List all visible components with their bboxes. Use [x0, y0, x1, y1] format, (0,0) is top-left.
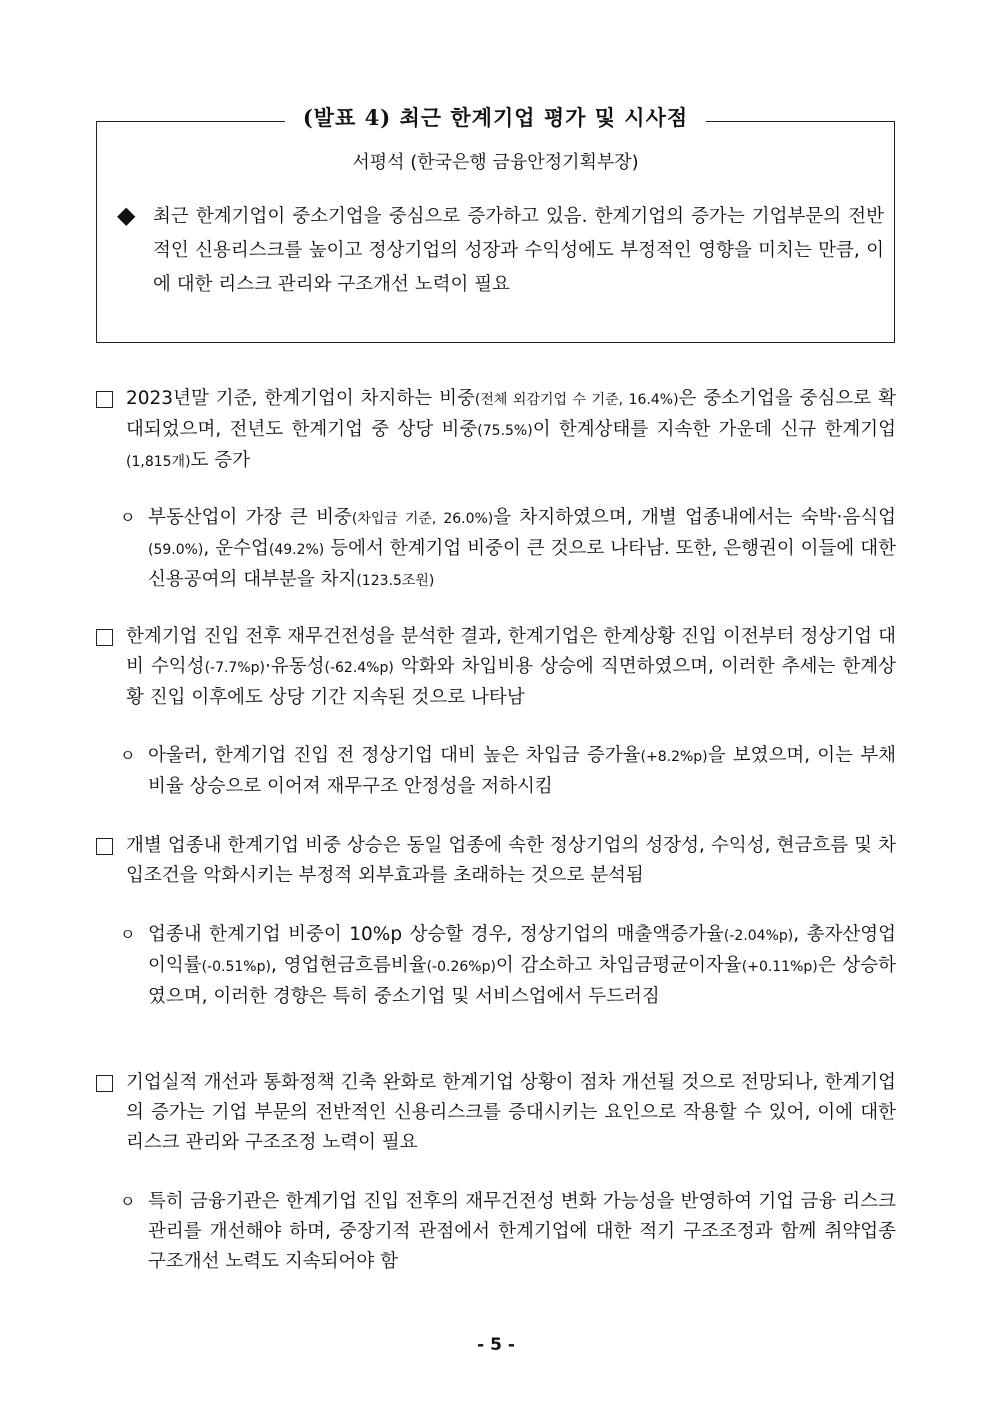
section-4-sub: ㅇ 특히 금융기관은 한계기업 진입 전후의 재무건전성 변화 가능성을 반영하여 기업 금융 리스크 관리를 개선해야 하며, 중장기적 관점에서 한계기업에 대한 적기 구조조정과 함께 취약업종 구조개선 노력도 지속되어야 함	[120, 1187, 896, 1277]
circle-bullet-icon: ㅇ	[120, 925, 136, 944]
summary-text-block	[117, 200, 884, 302]
square-bullet-icon	[96, 391, 113, 408]
square-bullet-icon	[96, 1075, 113, 1092]
title-text: (발표 4) 최근 한계기업 평가 및 시사점	[285, 105, 706, 130]
author-line: 서평석 (한국은행 금융안정기획부장)	[352, 152, 639, 173]
section-3-main: 개별 업종내 한계기업 비중 상승은 동일 업종에 속한 정상기업의 성장성, 수익성, 현금흐름 및 차입조건을 악화시키는 부정적 외부효과를 초래하는 것으로 분석됨	[96, 831, 896, 891]
section-3-sub: ㅇ 업종내 한계기업 비중이 10%p 상승할 경우, 정상기업의 매출액증가율(-2.04%p), 총자산영업이익률(-0.51%p), 영업현금흐름비율(-0.26%p)이 감소하고 차입금평균이자율(+0.11%p)은 상승하였으며, 이러한 경향은 특히 중소기업 및 서비스업에서 두드러짐	[120, 920, 896, 1012]
summary-box	[96, 105, 895, 343]
section-2-sub: ㅇ 아울러, 한계기업 진입 전 정상기업 대비 높은 차입금 증가율(+8.2%p)을 보였으며, 이는 부채비율 상승으로 이어져 재무구조 안정성을 저하시킴	[120, 741, 896, 802]
summary-text: 최근 한계기업이 중소기업을 중심으로 증가하고 있음. 한계기업의 증가는 기업부문의 전반적인 신용리스크를 높이고 정상기업의 성장과 수익성에도 부정적인 영향을 미치는 만큼, 이에 대한 리스크 관리와 구조개선 노력이 필요	[153, 206, 884, 295]
section-1-sub: ㅇ 부동산업이 가장 큰 비중(차입금 기준, 26.0%)을 차지하였으며, 개별 업종내에서는 숙박·음식업(59.0%), 운수업(49.2%) 등에서 한계기업 비중이 큰 것으로 나타남. 또한, 은행권이 이들에 대한 신용공여의 대부분을 차지(123.5조원)	[120, 503, 896, 596]
page-title	[97, 102, 894, 132]
page-number: - 5 -	[477, 1335, 515, 1355]
circle-bullet-icon: ㅇ	[120, 508, 136, 527]
diamond-bullet-icon: ◆	[117, 201, 136, 229]
section-1-main: 2023년말 기준, 한계기업이 차지하는 비중(전체 외감기업 수 기준, 16.4%)은 중소기업을 중심으로 확대되었으며, 전년도 한계기업 중 상당 비중(75.5%)이 한계상태를 지속한 가운데 신규 한계기업(1,815개)도 증가	[96, 384, 896, 477]
section-4-main: 기업실적 개선과 통화정책 긴축 완화로 한계기업 상황이 점차 개선될 것으로 전망되나, 한계기업의 증가는 기업 부문의 전반적인 신용리스크를 증대시키는 요인으로 작용할 수 있어, 이에 대한 리스크 관리와 구조조정 노력이 필요	[96, 1068, 896, 1158]
square-bullet-icon	[96, 629, 113, 646]
circle-bullet-icon: ㅇ	[120, 746, 136, 765]
circle-bullet-icon: ㅇ	[120, 1192, 136, 1211]
square-bullet-icon	[96, 838, 113, 855]
section-2-main: 한계기업 진입 전후 재무건전성을 분석한 결과, 한계기업은 한계상황 진입 이전부터 정상기업 대비 수익성(-7.7%p)·유동성(-62.4%p) 악화와 차입비용 상승에 직면하였으며, 이러한 추세는 한계상황 진입 이후에도 상당 기간 지속된 것으로 나타남	[96, 622, 896, 713]
